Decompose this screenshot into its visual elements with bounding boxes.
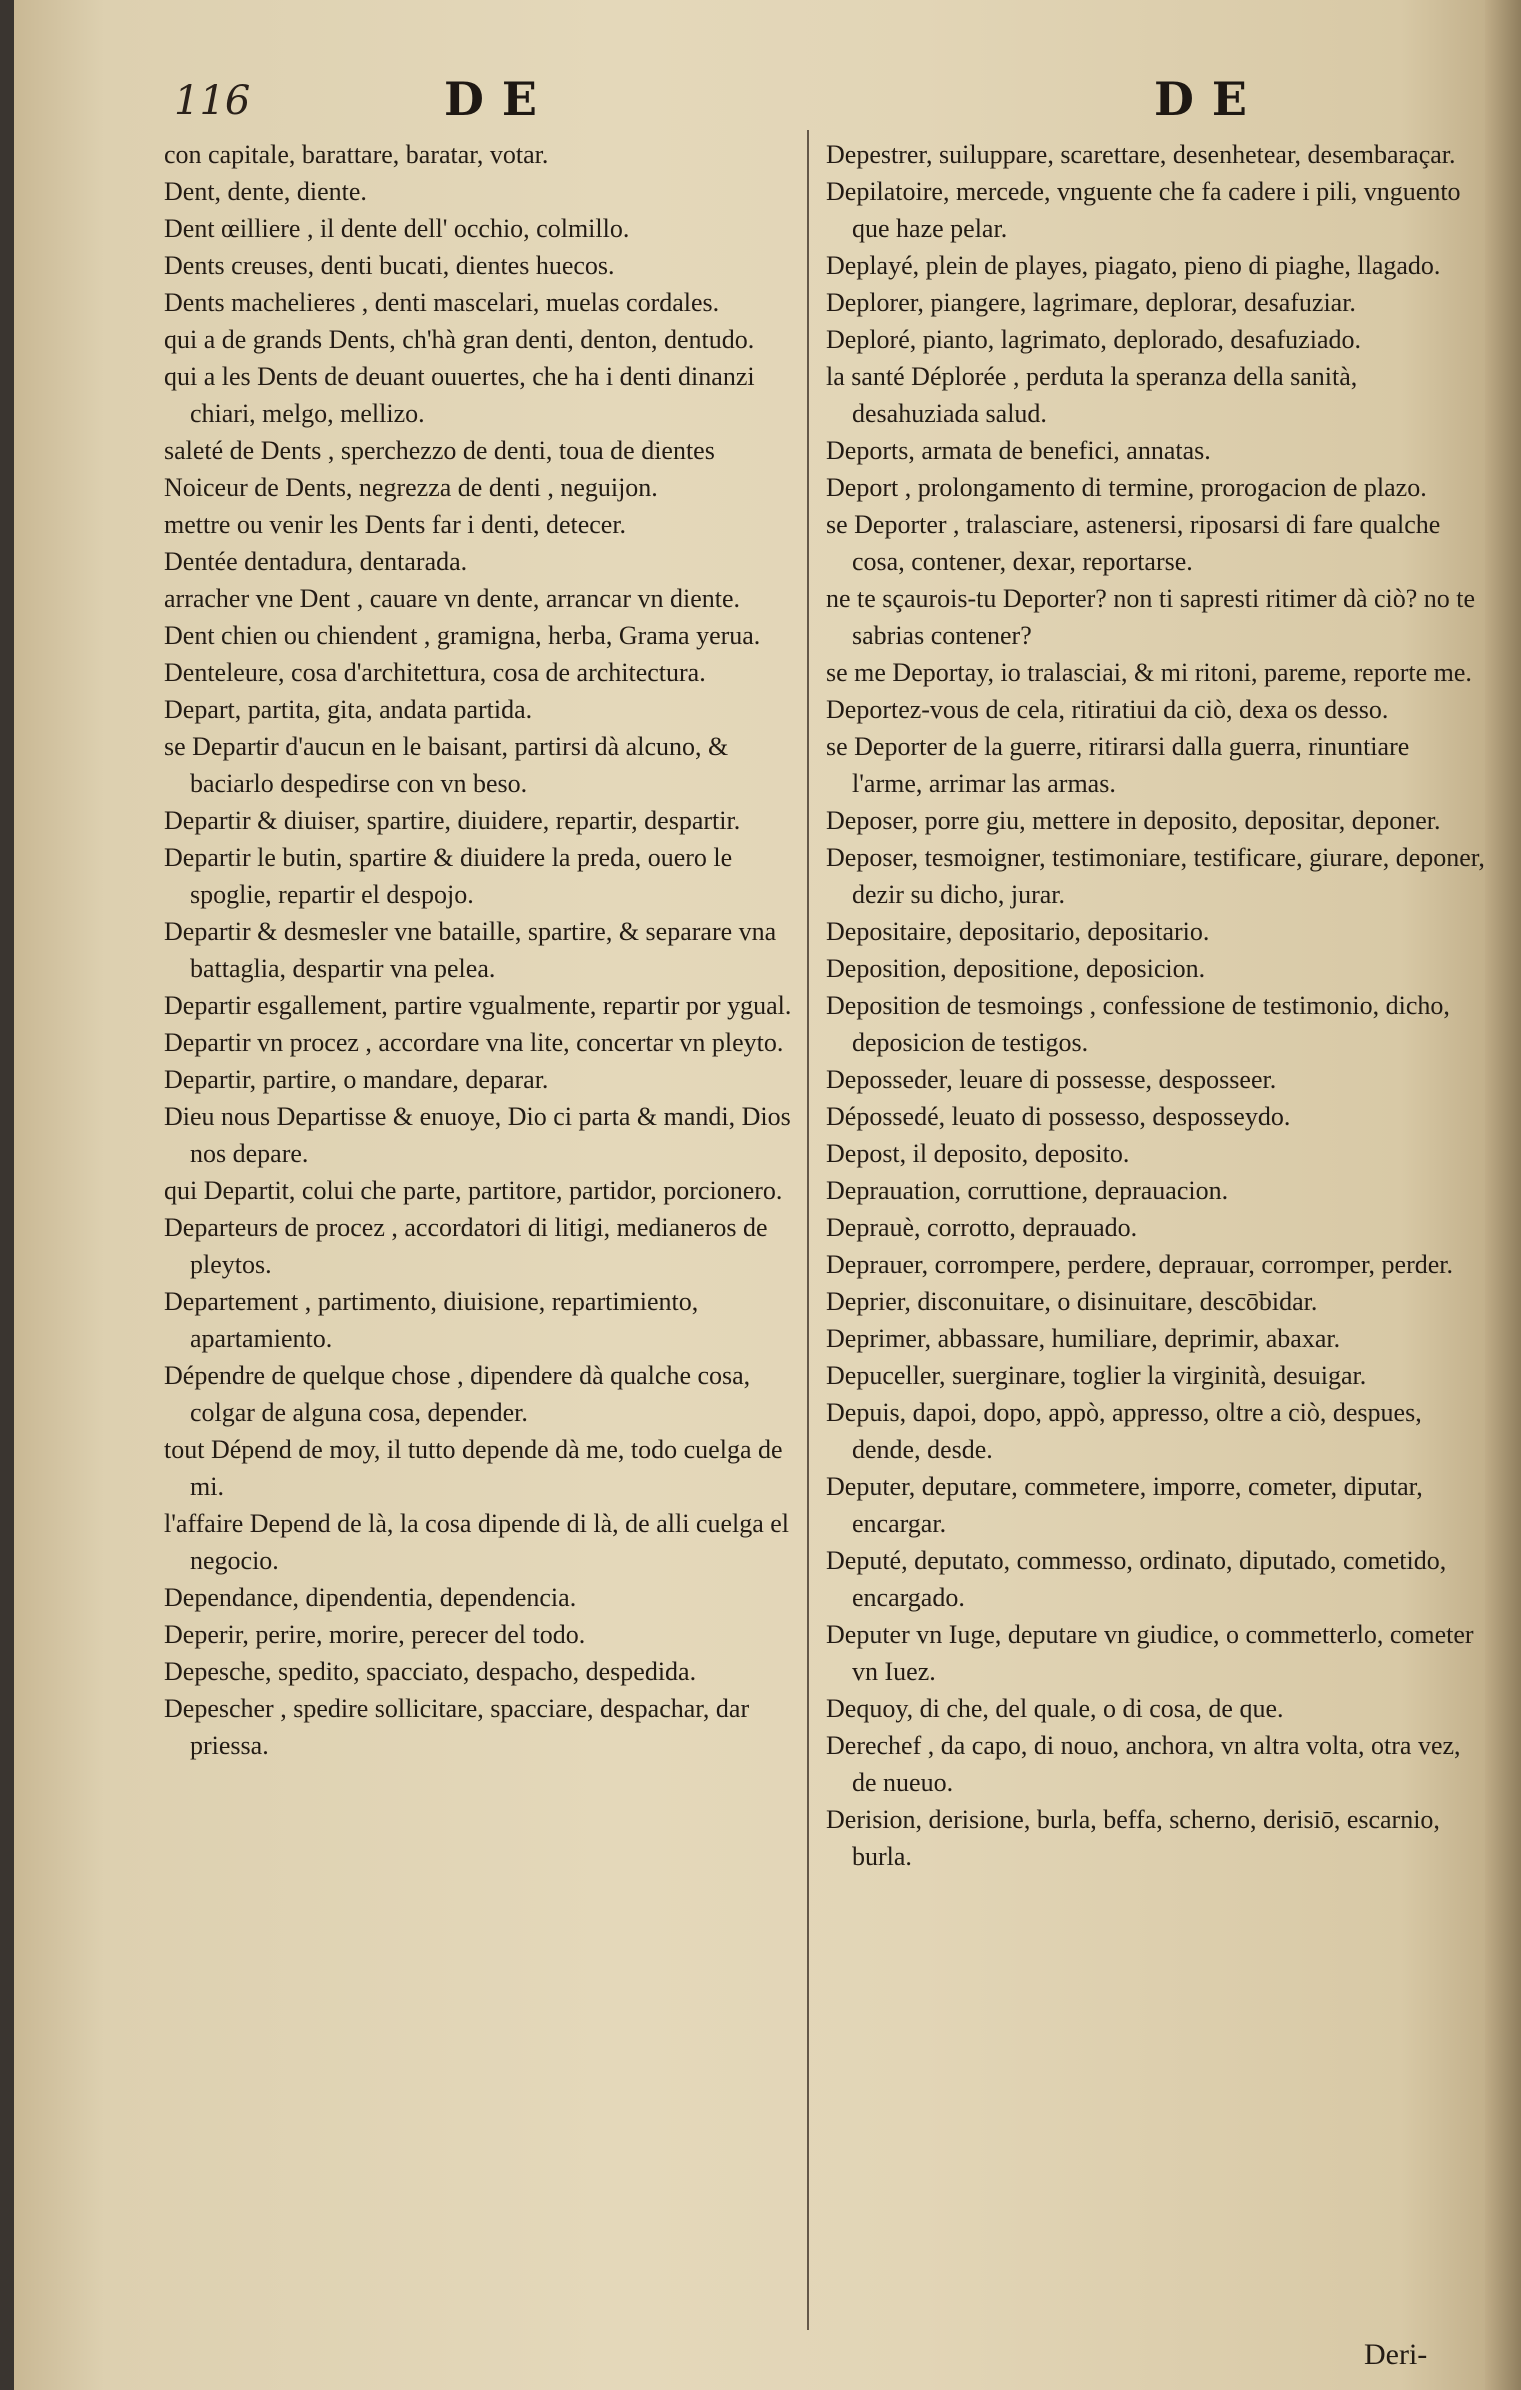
dictionary-entry: Dequoy, di che, del quale, o di cosa, de que. — [826, 1694, 1284, 1723]
dictionary-entry: se Deporter , tralasciare, astenersi, riposarsi di fare qualche cosa, contener, dexar, reportarse. — [826, 510, 1441, 576]
dictionary-entry: Depesche, spedito, spacciato, despacho, despedida. — [164, 1657, 697, 1686]
dictionary-entry: Depescher , spedire sollicitare, spacciare, despachar, dar priessa. — [164, 1694, 750, 1760]
dictionary-entry: Derechef , da capo, di nouo, anchora, vn altra volta, otra vez, de nueuo. — [826, 1731, 1461, 1797]
page-number: 116 — [174, 78, 251, 124]
dictionary-entry: tout Dépend de moy, il tutto depende dà me, todo cuelga de mi. — [164, 1435, 783, 1501]
dictionary-entry: Dents machelieres , denti mascelari, muelas cordales. — [164, 288, 720, 317]
dictionary-entry: saleté de Dents , sperchezzo de denti, toua de dientes — [164, 436, 715, 465]
dictionary-entry: Departir, partire, o mandare, deparar. — [164, 1065, 549, 1094]
dictionary-entry: qui a les Dents de deuant ouuertes, che ha i denti dinanzi chiari, melgo, mellizo. — [164, 362, 755, 428]
dictionary-entry: Dépossedé, leuato di possesso, desposseydo. — [826, 1102, 1291, 1131]
right-running-head: DE — [1154, 72, 1265, 126]
dictionary-entry: Deportez-vous de cela, ritiratiui da ciò, dexa os desso. — [826, 695, 1389, 724]
dictionary-entry: Deplayé, plein de playes, piagato, pieno di piaghe, llagado. — [826, 251, 1441, 280]
dictionary-entry: Deposer, porre giu, mettere in deposito, depositar, deponer. — [826, 806, 1441, 835]
dictionary-entry: Departement , partimento, diuisione, repartimiento, apartamiento. — [164, 1287, 699, 1353]
right-column — [826, 136, 1486, 1875]
dictionary-entry: Dependance, dipendentia, dependencia. — [164, 1583, 577, 1612]
dictionary-entry: Denteleure, cosa d'architettura, cosa de architectura. — [164, 658, 706, 687]
dictionary-entry: Departir esgallement, partire vgualmente, repartir por ygual. — [164, 991, 792, 1020]
dictionary-entry: Deputer, deputare, commetere, imporre, cometer, diputar, encargar. — [826, 1472, 1423, 1538]
dictionary-entry: con capitale, barattare, baratar, votar. — [164, 140, 549, 169]
dictionary-entry: Dentée dentadura, dentarada. — [164, 547, 468, 576]
dictionary-entry: Deploré, pianto, lagrimato, deplorado, desafuziado. — [826, 325, 1361, 354]
dictionary-entry: Departeurs de procez , accordatori di litigi, medianeros de pleytos. — [164, 1213, 768, 1279]
adjacent-page-edge — [1485, 0, 1521, 2390]
dictionary-entry: Depilatoire, mercede, vnguente che fa cadere i pili, vnguento que haze pelar. — [826, 177, 1461, 243]
dictionary-entry: Deplorer, piangere, lagrimare, deplorar, desafuziar. — [826, 288, 1356, 317]
dictionary-entry: Departir le butin, spartire & diuidere la preda, ouero le spoglie, repartir el despojo. — [164, 843, 733, 909]
dictionary-entry: Depuis, dapoi, dopo, appò, appresso, oltre a ciò, despues, dende, desde. — [826, 1398, 1422, 1464]
dictionary-entry: Deprimer, abbassare, humiliare, deprimir, abaxar. — [826, 1324, 1341, 1353]
dictionary-entry: Deposseder, leuare di possesse, desposseer. — [826, 1065, 1277, 1094]
dictionary-entry: qui Departit, colui che parte, partitore, partidor, porcionero. — [164, 1176, 783, 1205]
dictionary-entry: Deprier, disconuitare, o disinuitare, descōbidar. — [826, 1287, 1318, 1316]
dictionary-entry: Deposer, tesmoigner, testimoniare, testificare, giurare, deponer, dezir su dicho, jurar. — [826, 843, 1485, 909]
dictionary-entry: Departir & desmesler vne bataille, spartire, & separare vna battaglia, despartir vna pelea. — [164, 917, 777, 983]
dictionary-entry: arracher vne Dent , cauare vn dente, arrancar vn diente. — [164, 584, 740, 613]
dictionary-entry: se Departir d'aucun en le baisant, partirsi dà alcuno, & baciarlo despedirse con vn beso. — [164, 732, 729, 798]
dictionary-entry: Departir vn procez , accordare vna lite, concertar vn pleyto. — [164, 1028, 784, 1057]
dictionary-entry: se me Deportay, io tralasciai, & mi ritoni, pareme, reporte me. — [826, 658, 1472, 687]
dictionary-entry: Dent chien ou chiendent , gramigna, herba, Grama yerua. — [164, 621, 761, 650]
dictionary-entry: la santé Déplorée , perduta la speranza della sanità, desahuziada salud. — [826, 362, 1358, 428]
dictionary-entry: Depositaire, depositario, depositario. — [826, 917, 1210, 946]
dictionary-entry: Deputé, deputato, commesso, ordinato, diputado, cometido, encargado. — [826, 1546, 1447, 1612]
dictionary-entry: Deprauation, corruttione, deprauacion. — [826, 1176, 1229, 1205]
dictionary-entry: Dent, dente, diente. — [164, 177, 367, 206]
dictionary-entry: Deport , prolongamento di termine, prorogacion de plazo. — [826, 473, 1427, 502]
column-divider — [807, 130, 809, 2330]
dictionary-entry: Deprauer, corrompere, perdere, deprauar, corromper, perder. — [826, 1250, 1454, 1279]
page-header — [14, 70, 1474, 130]
dictionary-entry: qui a de grands Dents, ch'hà gran denti, denton, dentudo. — [164, 325, 755, 354]
dictionary-entry: Dieu nous Departisse & enuoye, Dio ci parta & mandi, Dios nos depare. — [164, 1102, 791, 1168]
dictionary-entry: ne te sçaurois-tu Deporter? non ti sapresti ritimer dà ciò? no te sabrias contener? — [826, 584, 1476, 650]
dictionary-entry: Deports, armata de benefici, annatas. — [826, 436, 1211, 465]
dictionary-entry: Depuceller, suerginare, toglier la virginità, desuigar. — [826, 1361, 1367, 1390]
dictionary-entry: Depart, partita, gita, andata partida. — [164, 695, 533, 724]
dictionary-entry: Depestrer, suiluppare, scarettare, desenhetear, desembaraçar. — [826, 140, 1456, 169]
dictionary-entry: l'affaire Depend de là, la cosa dipende di là, de alli cuelga el negocio. — [164, 1509, 790, 1575]
dictionary-page — [14, 0, 1521, 2390]
dictionary-entry: se Deporter de la guerre, ritirarsi dalla guerra, rinuntiare l'arme, arrimar las armas. — [826, 732, 1410, 798]
dictionary-entry: Deprauè, corrotto, deprauado. — [826, 1213, 1138, 1242]
dictionary-entry: Dent œilliere , il dente dell' occhio, colmillo. — [164, 214, 630, 243]
dictionary-entry: mettre ou venir les Dents far i denti, detecer. — [164, 510, 627, 539]
dictionary-entry: Deposition, depositione, deposicion. — [826, 954, 1206, 983]
dictionary-entry: Noiceur de Dents, negrezza de denti , neguijon. — [164, 473, 658, 502]
dictionary-entry: Dépendre de quelque chose , dipendere dà qualche cosa, colgar de alguna cosa, depender. — [164, 1361, 751, 1427]
dictionary-entry: Depost, il deposito, deposito. — [826, 1139, 1130, 1168]
dictionary-entry: Deposition de tesmoings , confessione de testimonio, dicho, deposicion de testigos. — [826, 991, 1450, 1057]
catchword: Deri- — [1364, 2338, 1428, 2371]
dictionary-entry: Deputer vn Iuge, deputare vn giudice, o commetterlo, cometer vn Iuez. — [826, 1620, 1474, 1686]
dictionary-entry: Deperir, perire, morire, perecer del todo. — [164, 1620, 586, 1649]
dictionary-entry: Derision, derisione, burla, beffa, scherno, derisiō, escarnio, burla. — [826, 1805, 1440, 1871]
left-column — [164, 136, 804, 1764]
dictionary-entry: Dents creuses, denti bucati, dientes huecos. — [164, 251, 615, 280]
left-running-head: DE — [444, 72, 555, 126]
dictionary-entry: Departir & diuiser, spartire, diuidere, repartir, despartir. — [164, 806, 741, 835]
